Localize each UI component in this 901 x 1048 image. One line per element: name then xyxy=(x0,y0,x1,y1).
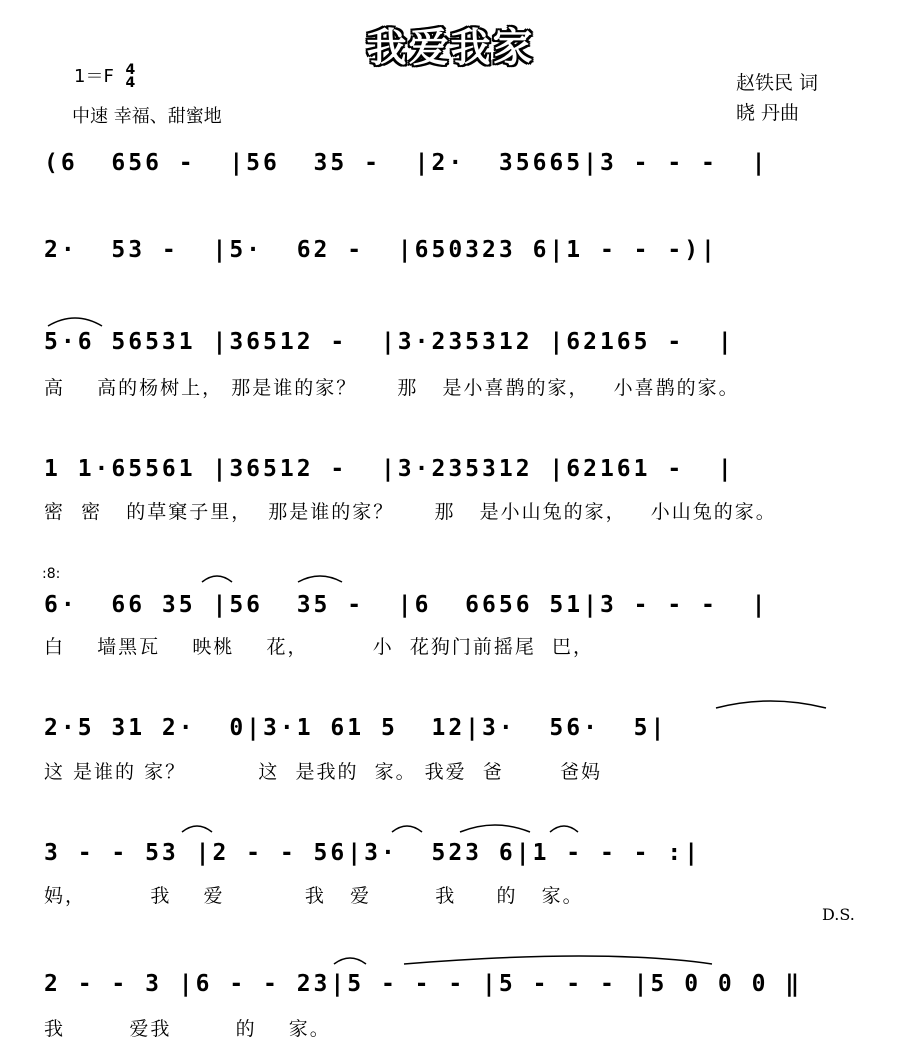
notation-line: 6· 66 35 |56 35 - |6 6656 51|3 - - - | xyxy=(44,592,769,618)
lyric-line-1: 高 高的杨树上， 那是谁的家？ 那 是小喜鹊的家， 小喜鹊的家。 xyxy=(44,377,740,399)
key-text: 1＝F xyxy=(74,66,114,87)
notation-line: 2 - - 3 |6 - - 23|5 - - - |5 - - - |5 0 0 0 ‖ xyxy=(44,971,803,997)
lyric-line-4: 这 是谁的 家？ 这 是我的 家。 我爱 爸 爸妈 xyxy=(44,761,602,783)
notation-line: 2·5 31 2· 0|3·1 61 5 12|3· 56· 5| xyxy=(44,715,668,741)
song-title: 我爱我家 xyxy=(366,25,535,71)
lyric-line-3: 白 墙黑瓦 映桃 花， 小 花狗门前摇尾 巴， xyxy=(44,636,594,658)
notation-line: 5·6 56531 |36512 - |3·235312 |62165 - | xyxy=(44,329,735,355)
lyric-line-5: 妈， 我 爱 我 爱 我 的 家。 xyxy=(44,885,584,907)
dal-segno-mark: D.S. xyxy=(822,905,855,924)
notation-line: 1 1·65561 |36512 - |3·235312 |62161 - | xyxy=(44,456,735,482)
lyric-line-6: 我 爱我 的 家。 xyxy=(44,1018,331,1040)
time-signature: 4 4 xyxy=(125,62,136,91)
lyric-line-2: 密 密 的草窠子里， 那是谁的家？ 那 是小山兔的家， 小山兔的家。 xyxy=(44,501,777,523)
segno-sign: :8: xyxy=(42,566,61,582)
lyricist-credit: 赵铁民 词 xyxy=(736,72,819,94)
notation-line: 2· 53 - |5· 62 - |650323 6|1 - - -)| xyxy=(44,237,718,263)
notation-line: 3 - - 53 |2 - - 56|3· 523 6|1 - - - :| xyxy=(44,840,702,866)
notation-line: (6 656 - |56 35 - |2· 35665|3 - - - | xyxy=(44,150,769,176)
tempo-marking: 中速 幸福、甜蜜地 xyxy=(72,106,222,127)
composer-credit: 晓 丹曲 xyxy=(736,102,800,124)
